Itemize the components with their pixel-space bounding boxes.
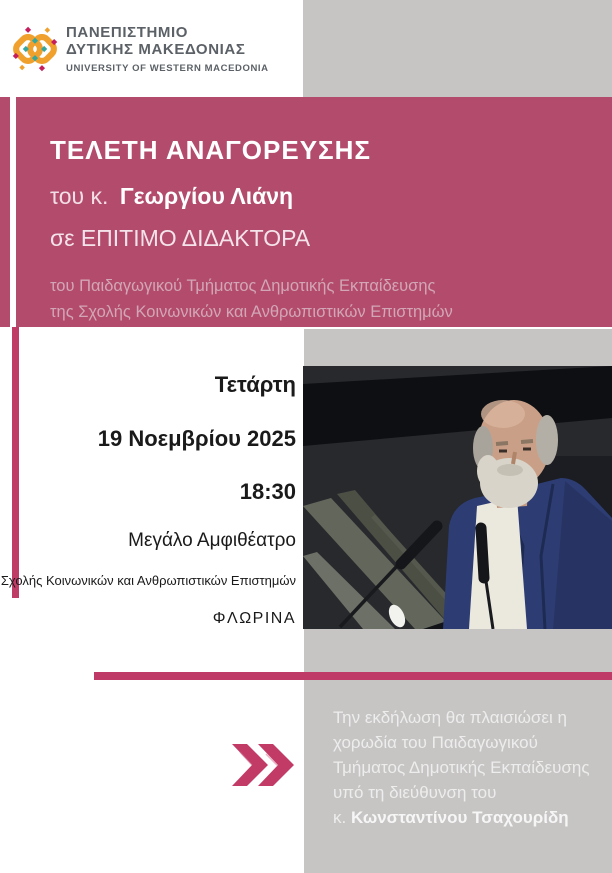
event-details [0,372,296,629]
horizontal-divider-bar [94,672,612,680]
event-day: Τετάρτη [214,372,296,397]
header-gray-panel [303,0,612,97]
event-time: 18:30 [239,479,296,504]
footer-line3: Τμήματος Δημοτικής Εκπαίδευσης [333,758,590,777]
title-block [16,97,612,327]
event-city: ΦΛΩΡΙΝΑ [212,610,296,627]
honoree-prefix: του κ. [50,183,109,209]
university-logo [0,0,303,97]
footer-line5 [333,805,601,830]
conductor-name: Κωνσταντίνου Τσαχουρίδη [350,808,569,827]
ceremony-title: ΤΕΛΕΤΗ ΑΝΑΓΟΡΕΥΣΗΣ [50,135,372,165]
department-lines [50,273,592,325]
university-name-greek-line1: ΠΑΝΕΠΙΣΤΗΜΙΟ [66,23,189,41]
footer-line2: χορωδία του Παιδαγωγικού [333,733,538,752]
event-date: 19 Νοεμβρίου 2025 [97,426,296,451]
event-school: Σχολής Κοινωνικών και Ανθρωπιστικών Επιστημών [0,573,296,588]
event-venue: Μεγάλο Αμφιθέατρο [128,530,296,551]
university-name-greek-line2: ΔΥΤΙΚΗΣ ΜΑΚΕΔΟΝΙΑΣ [66,40,246,58]
honoree-line [50,181,592,211]
university-name [66,24,269,74]
double-chevron-icon [232,744,294,786]
footer-line4: υπό τη διεύθυνση του [333,783,497,802]
footer-line1: Την εκδήλωση θα πλαισιώσει η [333,708,567,727]
conductor-prefix: κ. [333,808,347,827]
department-line1: του Παιδαγωγικού Τμήματος Δημοτικής Εκπαίδευσης [50,277,436,295]
left-edge-bar [0,97,10,327]
honor-line: σε ΕΠΙΤΙΜΟ ΔΙΔΑΚΤΟΡΑ [50,225,311,251]
knot-icon [8,16,62,82]
footer-note [333,705,601,830]
department-line2: της Σχολής Κοινωνικών και Ανθρωπιστικών Επιστημών [50,303,453,321]
university-name-english: UNIVERSITY OF WESTERN MACEDONIA [66,62,269,74]
speaker-photo [303,366,612,629]
honoree-name: Γεωργίου Λιάνη [119,183,294,209]
